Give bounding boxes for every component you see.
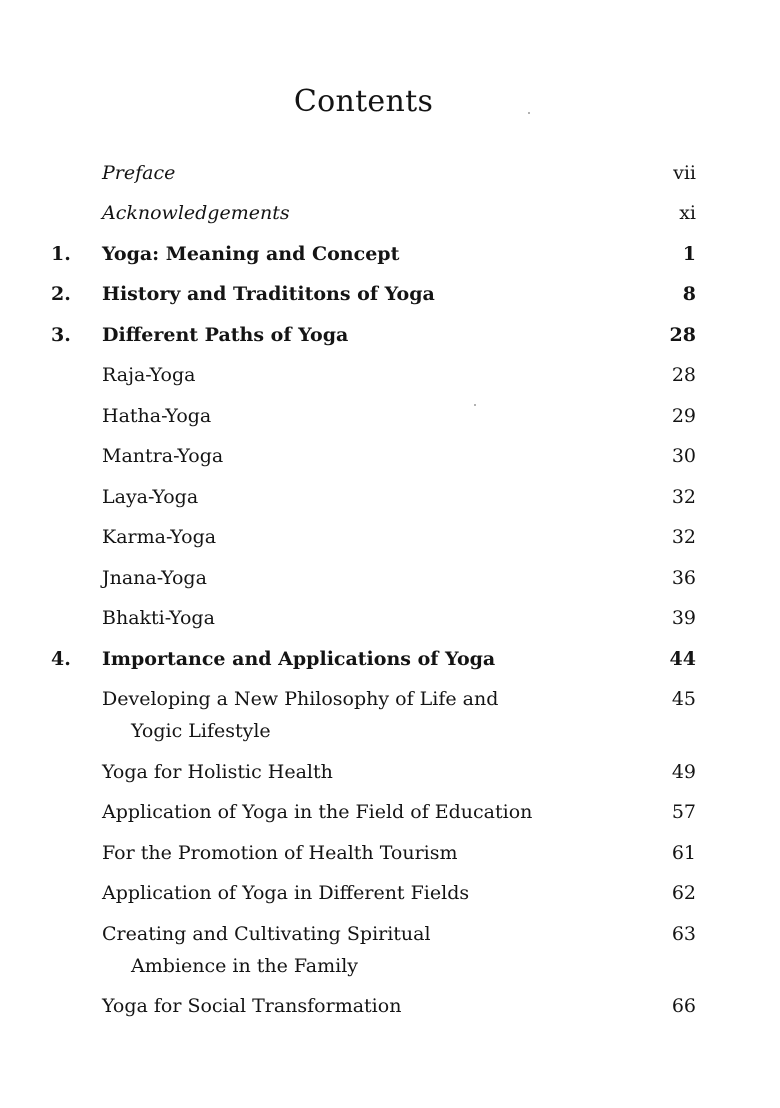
section-title bbox=[102, 683, 498, 747]
section-page: 32 bbox=[671, 526, 696, 548]
section-title: Laya-Yoga bbox=[102, 486, 199, 508]
section-title: Hatha-Yoga bbox=[102, 405, 212, 427]
chapter-number: 2. bbox=[51, 283, 71, 305]
page-title: Contents bbox=[293, 84, 434, 119]
section-page: 63 bbox=[671, 923, 696, 945]
section-page: 29 bbox=[671, 405, 696, 427]
section-page: 49 bbox=[671, 761, 696, 783]
chapter-title: History and Tradititons of Yoga bbox=[102, 283, 435, 305]
section-title: Yoga for Social Transformation bbox=[102, 995, 402, 1017]
section-title-line-1: Creating and Cultivating Spiritual bbox=[102, 923, 431, 945]
section-page: 30 bbox=[671, 445, 696, 467]
section-title: Mantra-Yoga bbox=[102, 445, 224, 467]
section-title: Jnana-Yoga bbox=[102, 567, 207, 589]
section-title: Application of Yoga in the Field of Education bbox=[102, 801, 533, 823]
section-title: For the Promotion of Health Tourism bbox=[102, 842, 458, 864]
toc-entry-label: Acknowledgements bbox=[102, 202, 290, 224]
chapter-number: 4. bbox=[51, 648, 71, 670]
chapter-page: 28 bbox=[669, 324, 696, 346]
section-page: 32 bbox=[671, 486, 696, 508]
chapter-title: Different Paths of Yoga bbox=[102, 324, 349, 346]
section-page: 45 bbox=[671, 688, 696, 710]
toc-entry-page: vii bbox=[673, 162, 696, 184]
section-page: 61 bbox=[671, 842, 696, 864]
section-title: Yoga for Holistic Health bbox=[102, 761, 333, 783]
section-title-line-2: Ambience in the Family bbox=[131, 955, 359, 977]
section-page: 66 bbox=[671, 995, 696, 1017]
section-page: 39 bbox=[671, 607, 696, 629]
chapter-number: 1. bbox=[51, 243, 71, 265]
toc-entry-label: Preface bbox=[102, 162, 176, 184]
chapter-page: 1 bbox=[682, 243, 696, 265]
section-page: 62 bbox=[671, 882, 696, 904]
chapter-number: 3. bbox=[51, 324, 71, 346]
section-title-line-2: Yogic Lifestyle bbox=[131, 720, 271, 742]
section-title bbox=[102, 918, 431, 982]
chapter-page: 44 bbox=[669, 648, 696, 670]
section-page: 57 bbox=[671, 801, 696, 823]
section-title: Raja-Yoga bbox=[102, 364, 196, 386]
toc-entry-page: xi bbox=[679, 202, 696, 224]
section-page: 28 bbox=[671, 364, 696, 386]
chapter-title: Importance and Applications of Yoga bbox=[102, 648, 496, 670]
section-page: 36 bbox=[671, 567, 696, 589]
chapter-page: 8 bbox=[682, 283, 696, 305]
scan-speck bbox=[528, 112, 530, 114]
section-title-line-1: Developing a New Philosophy of Life and bbox=[102, 688, 499, 710]
section-title: Karma-Yoga bbox=[102, 526, 217, 548]
scan-speck bbox=[474, 404, 476, 406]
section-title: Application of Yoga in Different Fields bbox=[102, 882, 470, 904]
chapter-title: Yoga: Meaning and Concept bbox=[102, 243, 400, 265]
section-title: Bhakti-Yoga bbox=[102, 607, 215, 629]
